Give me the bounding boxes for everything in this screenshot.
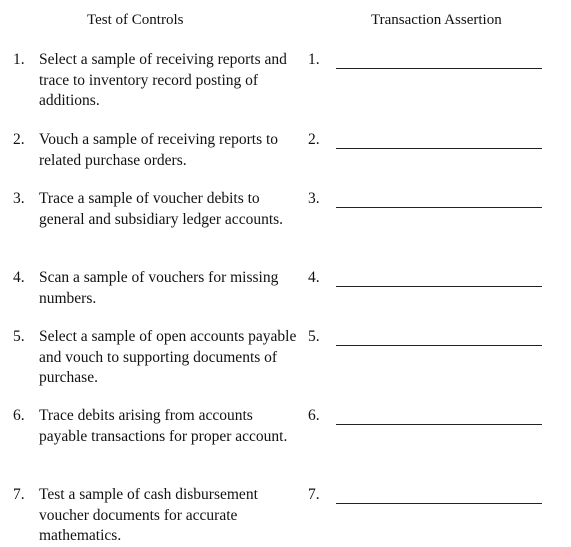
item-number: 1. xyxy=(13,51,25,68)
item-text: Test a sample of cash disbursement voucher documents for accurate mathematics. xyxy=(39,486,258,544)
answer-number: 2. xyxy=(308,131,320,148)
item-number: 2. xyxy=(13,131,25,148)
item-text: Scan a sample of vouchers for missing numbers. xyxy=(39,269,279,307)
item-text: Select a sample of receiving reports and trace to inventory record posting of additions. xyxy=(39,51,287,109)
item-number: 7. xyxy=(13,486,25,503)
item-number: 3. xyxy=(13,190,25,207)
item-text: Vouch a sample of receiving reports to related purchase orders. xyxy=(39,131,279,169)
item-text: Trace debits arising from accounts payable transactions for proper account. xyxy=(39,407,288,445)
item-number: 5. xyxy=(13,328,25,345)
answer-blank[interactable] xyxy=(336,503,542,504)
answer-number: 4. xyxy=(308,269,320,286)
item-number: 4. xyxy=(13,269,25,286)
answer-number: 6. xyxy=(308,407,320,424)
item-text: Select a sample of open accounts payable and vouch to supporting documents of purchase. xyxy=(39,328,297,386)
answer-blank[interactable] xyxy=(336,286,542,287)
answer-blank[interactable] xyxy=(336,424,542,425)
answer-blank[interactable] xyxy=(336,68,542,69)
answer-blank[interactable] xyxy=(336,345,542,346)
item-text: Trace a sample of voucher debits to general and subsidiary ledger accounts. xyxy=(39,190,284,228)
answer-number: 7. xyxy=(308,486,320,503)
answer-number: 1. xyxy=(308,51,320,68)
answer-number: 3. xyxy=(308,190,320,207)
header-test-of-controls: Test of Controls xyxy=(87,12,184,28)
answer-blank[interactable] xyxy=(336,148,542,149)
header-transaction-assertion: Transaction Assertion xyxy=(371,12,502,28)
answer-number: 5. xyxy=(308,328,320,345)
item-number: 6. xyxy=(13,407,25,424)
answer-blank[interactable] xyxy=(336,207,542,208)
